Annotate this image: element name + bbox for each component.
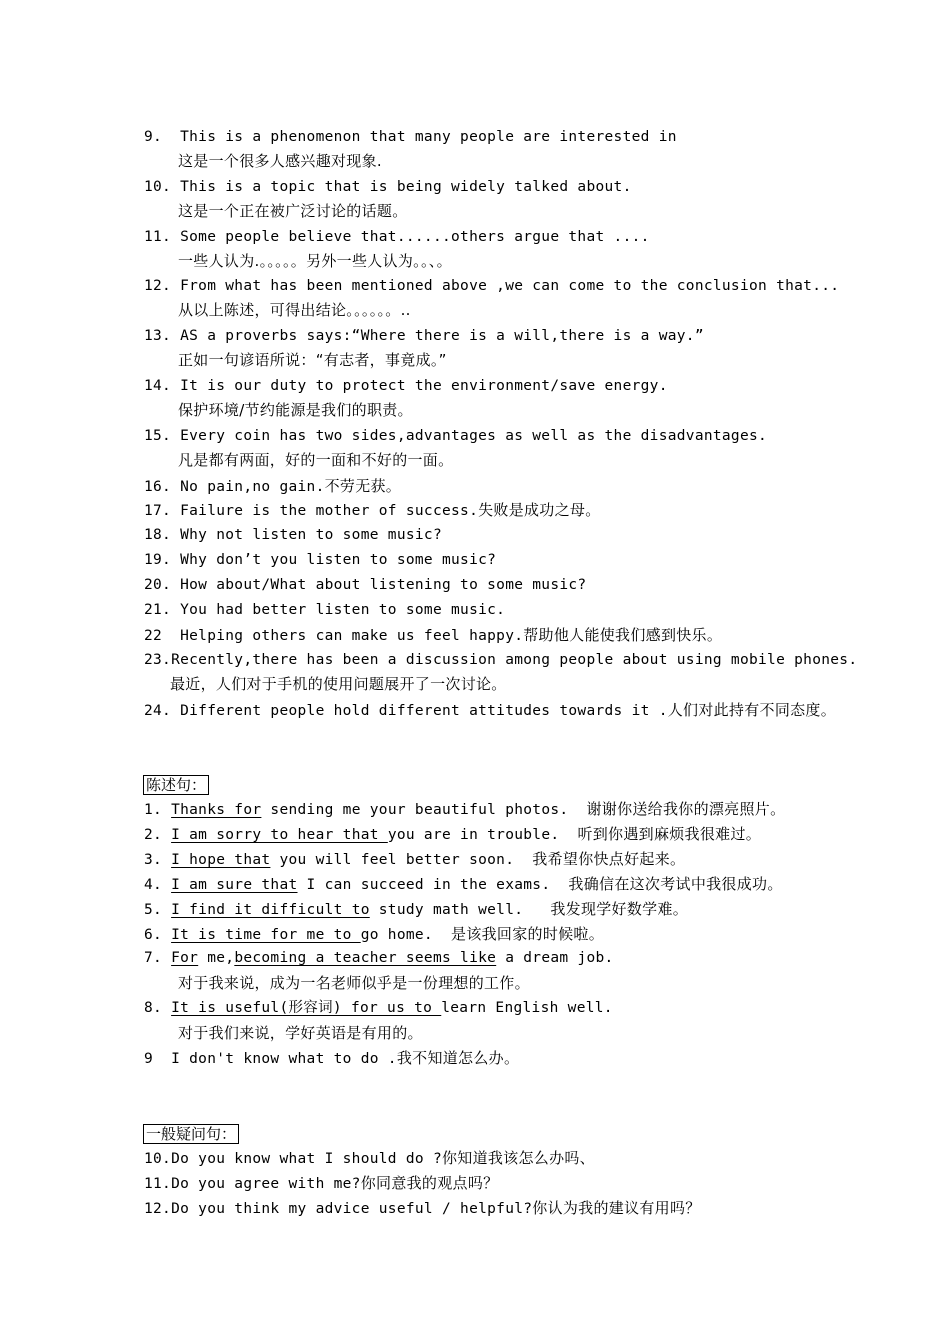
phrase-15-en: 15. Every coin has two sides,advantages as well as the disadvantages. xyxy=(144,428,768,444)
phrase-16: 16. No pain,no gain.不劳无获。 xyxy=(144,477,402,495)
statements-heading: 陈述句： xyxy=(143,775,209,795)
phrase-14-cn: 保护环境/节约能源是我们的职责。 xyxy=(178,401,413,419)
phrase-23-en: 23.Recently,there has been a discussion among people about using mobile phones. xyxy=(144,652,858,668)
phrase-11-en: 11. Some people believe that......others argue that .... xyxy=(144,229,650,245)
questions-heading: 一般疑问句： xyxy=(143,1124,239,1144)
statement-1: 1. Thanks for sending me your beautiful photos. 谢谢你送给我你的漂亮照片。 xyxy=(144,800,786,818)
statement-8-cn: 对于我们来说，学好英语是有用的。 xyxy=(178,1024,423,1042)
phrase-17: 17. Failure is the mother of success.失败是成功之母。 xyxy=(144,501,601,519)
phrase-11-cn: 一些人认为.。。。。。另外一些人认为。。、。 xyxy=(178,252,452,270)
question-10: 10.Do you know what I should do ?你知道我该怎么办吗、 xyxy=(144,1149,595,1167)
phrase-14-en: 14. It is our duty to protect the environment/save energy. xyxy=(144,378,668,394)
statement-6: 6. It is time for me to go home. 是该我回家的时候啦。 xyxy=(144,925,605,943)
phrase-24: 24. Different people hold different attitudes towards it .人们对此持有不同态度。 xyxy=(144,701,837,719)
statement-7-en: 7. For me,becoming a teacher seems like a dream job. xyxy=(144,950,614,966)
statement-7-cn: 对于我来说，成为一名老师似乎是一份理想的工作。 xyxy=(178,974,530,992)
phrase-13-cn: 正如一句谚语所说：“有志者，事竟成。” xyxy=(178,351,447,369)
question-11: 11.Do you agree with me?你同意我的观点吗？ xyxy=(144,1174,499,1192)
phrase-22: 22 Helping others can make us feel happy.帮助他人能使我们感到快乐。 xyxy=(144,626,723,644)
phrase-13-en: 13. AS a proverbs says:“Where there is a will,there is a way.” xyxy=(144,328,704,344)
phrase-15-cn: 凡是都有两面，好的一面和不好的一面。 xyxy=(178,451,454,469)
phrase-18: 18. Why not listen to some music? xyxy=(144,527,442,543)
phrase-12-en: 12. From what has been mentioned above ,we can come to the conclusion that... xyxy=(144,278,840,294)
phrase-12-cn: 从以上陈述，可得出结论。。。。。。.. xyxy=(178,301,411,319)
phrase-20: 20. How about/What about listening to some music? xyxy=(144,577,587,593)
statement-9: 9 I don't know what to do .我不知道怎么办。 xyxy=(144,1049,520,1067)
phrase-9-en: 9. This is a phenomenon that many people are interested in xyxy=(144,129,677,145)
statement-5: 5. I find it difficult to study math well. 我发现学好数学难。 xyxy=(144,900,689,918)
statement-2: 2. I am sorry to hear that you are in trouble. 听到你遇到麻烦我很难过。 xyxy=(144,825,762,843)
phrase-10-en: 10. This is a topic that is being widely talked about. xyxy=(144,179,632,195)
question-12: 12.Do you think my advice useful / helpful?你认为我的建议有用吗？ xyxy=(144,1199,701,1217)
phrase-9-cn: 这是一个很多人感兴趣对现象. xyxy=(178,152,382,170)
statement-8-en: 8. It is useful(形容词) for us to learn English well. xyxy=(144,1000,613,1016)
phrase-21: 21. You had better listen to some music. xyxy=(144,602,506,618)
phrase-19: 19. Why don’t you listen to some music? xyxy=(144,552,497,568)
phrase-23-cn: 最近，人们对于手机的使用问题展开了一次讨论。 xyxy=(170,675,507,693)
statement-4: 4. I am sure that I can succeed in the exams. 我确信在这次考试中我很成功。 xyxy=(144,875,783,893)
statement-3: 3. I hope that you will feel better soon. 我希望你快点好起来。 xyxy=(144,850,686,868)
phrase-10-cn: 这是一个正在被广泛讨论的话题。 xyxy=(178,202,408,220)
